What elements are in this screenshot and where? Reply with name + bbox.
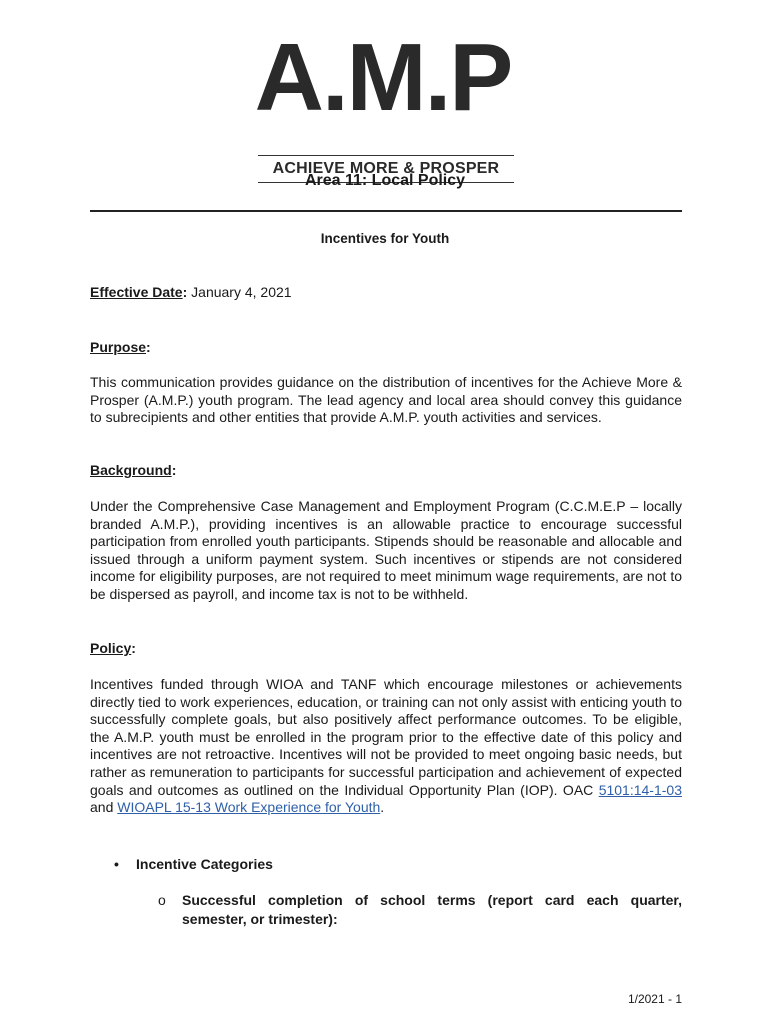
policy-text — [90, 676, 682, 817]
policy-heading — [90, 640, 682, 658]
bullet-icon: • — [114, 856, 119, 872]
policy-body: Incentives funded through WIOA and TANF which encourage milestones or achievements directly tied to work experiences, education, or training can not only assist with enticing youth to successfully complete goals, but also positively affect performance outcomes. To be eligible, the A.M.P. youth must be enrolled in the program prior to the effective date of this policy and incentives are not retroactive. Incentives will not be provided to meet ongoing basic needs, but rather as remuneration to participants for successful participation and achievement of expected goals and outcomes as outlined on the Individual Opportunity Plan (IOP). OAC — [90, 676, 682, 798]
effective-date-colon: : — [182, 284, 188, 300]
background-heading — [90, 462, 682, 480]
policy-end: . — [380, 799, 385, 816]
effective-date — [90, 284, 682, 302]
purpose-heading — [90, 339, 682, 357]
school-terms-item: Successful completion of school terms (report card each quarter, semester, or trimester): — [182, 892, 682, 927]
background-colon: : — [171, 462, 177, 478]
policy-mid: and — [90, 799, 118, 816]
purpose-colon: : — [146, 339, 151, 355]
background-text: Under the Comprehensive Case Management and Employment Program (C.C.M.E.P – locally branded A.M.P.), providing incentives is an allowable practice to encourage successful participation from enrolled youth participants. Stipends should be reasonable and allocable and issued through a uniform payment system. Such incentives or stipends are not considered income for eligibility purposes, are not required to meet minimum wage requirements, are not to be dispersed as payroll, and income tax is not to be withheld. — [90, 498, 682, 602]
page-subtitle: Incentives for Youth — [320, 231, 450, 246]
purpose-text: This communication provides guidance on the distribution of incentives for the Achieve More & Prosper (A.M.P.) youth program. The lead agency and local area should convey this guidance to subrecipients and other entities that provide A.M.P. youth activities and services. — [90, 374, 682, 426]
incentive-categories: Incentive Categories — [136, 856, 273, 872]
logo-letters: A.M.P — [248, 30, 518, 126]
oac-link[interactable]: 5101:14-1-03 — [598, 781, 682, 798]
wioapl-link[interactable]: WIOAPL 15-13 Work Experience for Youth — [117, 799, 381, 816]
policy-colon: : — [131, 640, 136, 656]
page-footer: 1/2021 - 1 — [627, 992, 682, 1006]
page-title: Area 11: Local Policy — [304, 172, 466, 189]
circle-bullet-icon: o — [158, 892, 166, 908]
title-divider — [90, 210, 682, 212]
effective-date-label: Effective Date — [90, 284, 183, 300]
effective-date-value: January 4, 2021 — [187, 284, 292, 300]
background-label: Background — [90, 462, 172, 478]
purpose-label: Purpose — [90, 339, 147, 355]
logo-tagline: ACHIEVE MORE & PROSPER — [272, 160, 500, 177]
logo-rule-top — [258, 155, 514, 156]
amp-logo — [248, 24, 518, 177]
policy-label: Policy — [90, 640, 132, 656]
